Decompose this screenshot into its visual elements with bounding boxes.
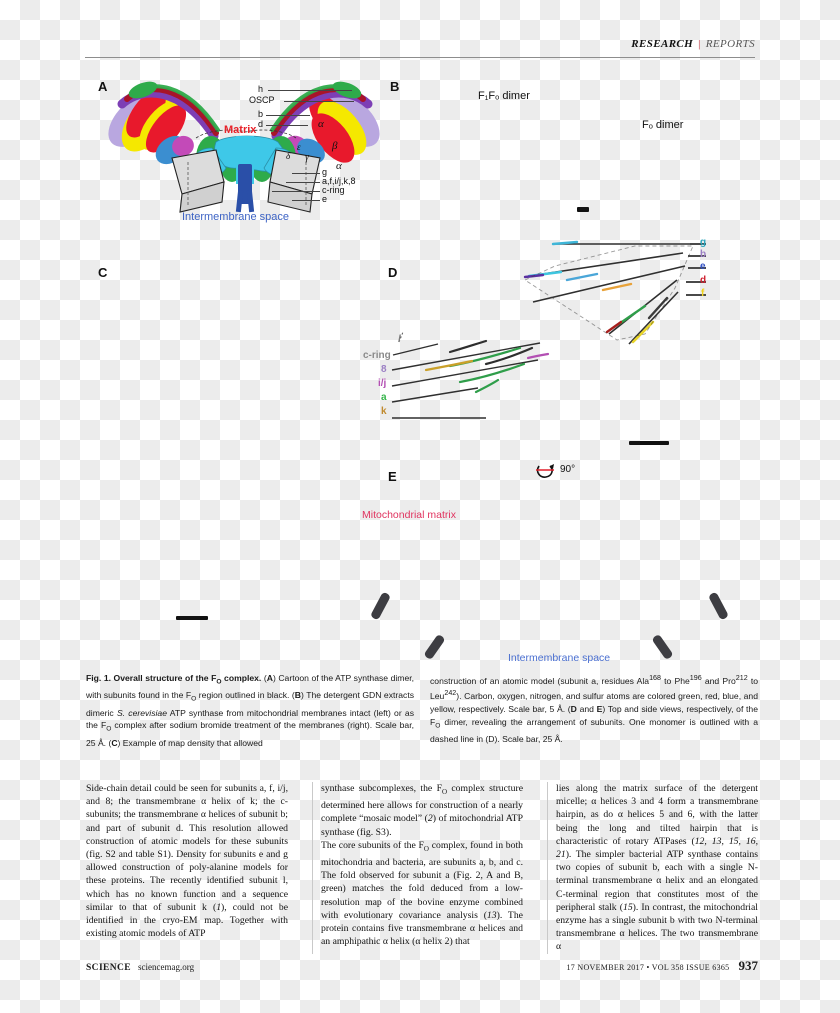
label-g: g [322,167,328,177]
greek-gamma: γ [305,152,309,163]
body-column-2: synthase subcomplexes, the $F_O$ complex structure determined here allows for construction of a nearly complete “mosaic model” (2) of mitochondrial ATP synthase (fig. S3). The core subunits of the $F_O$ complex, found in both mitochondria and bacteria, are subunits a, b, and c. The fold observed for subunit a (Fig. 2, A and B, green) matches the fold deduced from a low-resolution map of the bovine enzyme combined with evolutionary covariance analysis (13). The protein contains five transmembrane α helices and an amphipathic α helix (α helix 2) that [312,782,523,954]
footer-left [86,962,194,973]
leader-afijk8 [286,182,320,183]
scale-bar-panel-d [629,441,669,445]
chain-label-8: 8 [381,364,387,375]
leader-d [266,125,308,126]
footer-right [566,958,758,974]
figure-caption [86,672,758,749]
page-footer [86,958,758,974]
chain-label-g: g [700,237,707,248]
chain-label-c-ring: c-ring [363,350,391,361]
helix-stick-1 [370,592,391,621]
panel-letter-c: C [98,265,108,280]
label-d: d [258,119,264,129]
greek-beta: β [332,140,338,152]
mitochondrial-matrix-label: Mitochondrial matrix [362,509,456,521]
intermembrane-space-label-e: Intermembrane space [508,652,611,664]
running-head-reports: REPORTS [705,38,755,50]
footer-url[interactable]: sciencemag.org [138,962,195,972]
footer-science-wordmark: SCIENCE [86,963,132,973]
intermembrane-space-label: Intermembrane space [182,211,289,223]
body-text [86,782,758,954]
greek-epsilon: ε [297,142,301,152]
chain-label-d: d [700,275,707,286]
leader-h [268,90,352,91]
chain-label-k: k [381,406,387,417]
panel-letter-e: E [388,469,397,484]
footer-issue: 17 NOVEMBER 2017 • VOL 358 ISSUE 6365 [566,963,730,972]
body-column-1: Side-chain detail could be seen for subunits a, f, i/j, and 8; the transmembrane α helix of k; the c-subunits; the transmembrane α helices of subunit b; and part of subunit d. This resolution allowed construction of atomic models for these subunits (fig. S2 and table S1). Density for subunits e and g allowed construction of poly-alanine models for these proteins. The recently identified subunit l, which has no known function and a sequence similar to that of subunit k (1), could not be identified in the cryo-EM map. Together with existing atomic models of ATP [86,783,288,940]
label-b: b [258,109,264,119]
matrix-label: Matrix [224,124,257,136]
leader-c-ring [272,191,320,192]
chain-label-a: a [381,392,387,403]
label-oscp: OSCP [249,95,275,105]
chain-label-e: e [700,261,706,272]
chain-label-f: f [701,288,705,299]
footer-page-number: 937 [738,958,758,973]
helix-stick-3 [708,592,729,621]
rotation-angle-label: 90° [560,464,576,475]
label-c-ring: c-ring [322,185,345,195]
f1fo-dimer-label: F₁Fₒ dimer [478,90,530,102]
leader-g [292,173,320,174]
panel-letter-b: B [390,79,400,94]
greek-delta: δ [286,151,291,161]
leader-oscp [284,101,354,102]
helix-stick-2 [423,634,445,660]
caption-column-1: Fig. 1. Overall structure of the $F_O$ complex. (A) Cartoon of the ATP synthase dimer, with subunits found in the $F_O$ region outlined in black. (B) The detergent GDN extracts dimeric S. cerevisiae ATP synthase from mitochondrial membranes intact (left) or as the $F_O$ complex after sodium bromide treatment of the membranes (right). Scale bar, 25 Å. (C) Example of map density that allowed [86,673,415,748]
chain-label-ij: i/j [378,378,387,389]
fo-dimer-label: Fₒ dimer [642,119,684,131]
helix-stick-4 [651,634,673,660]
scale-bar-panel-e [176,616,208,620]
leader-e [292,200,320,201]
panel-letter-d: D [388,265,398,280]
greek-alpha-bottom: α [336,160,342,172]
label-h: h [258,84,264,94]
caption-column-2: construction of an atomic model (subunit a, residues Ala$^{168}$ to Phe$^{196}$ and Pro$^{212}$ to Leu$^{242}$). Carbon, oxygen, nitrogen, and sulfur atoms are colored green, red, blue, and yellow, respectively. Scale bar, 5 Å. (D and E) Top and side views, respectively, of the $F_O$ dimer, revealing the arrangement of subunits. One monomer is outlined with a dashed line in (D). Scale bar, 25 Å. [430,674,758,744]
scale-bar-panel-b [577,207,589,212]
running-head-separator: | [698,38,701,50]
panel-a-cartoon [96,78,396,233]
panel-letter-a: A [98,79,108,94]
leader-b [266,115,310,116]
body-column-3: lies along the matrix surface of the detergent micelle; α helices 3 and 4 form a transmembrane hairpin, as do α helices 5 and 6, with the latter being the long and tilted hairpin that is characteristic of rotary ATPases (12, 13, 15, 16, 21). The simpler bacterial ATP synthase contains two copies of subunit b, each with a single N-terminal transmembrane α helix and an elongated C-terminal region that constitutes most of the peripheral stalk (15). In contrast, the mitochondrial enzyme has a single subunit b with two N-terminal transmembrane α helices. The two transmembrane α [547,782,758,954]
chain-label-b: b [700,249,707,260]
chain-label-l: l [398,334,401,345]
panel-c-chains [390,330,590,430]
greek-alpha-top: α [318,118,324,130]
label-afijk8: a,f,i/j,k,8 [322,176,356,186]
label-e: e [322,194,328,204]
running-head-research: RESEARCH [631,38,694,50]
